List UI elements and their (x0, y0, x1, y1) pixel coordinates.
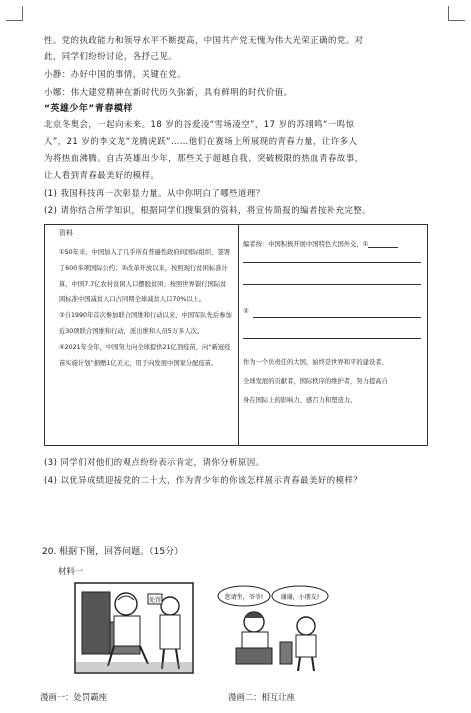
page-corner-mark-right (448, 6, 465, 21)
material-1-label: 材料一 (58, 566, 84, 576)
cartoon-2-bubble-right: 谢谢，小朋友! (280, 594, 320, 601)
page-corner-mark-left (6, 6, 23, 21)
cartoon-2-caption: 漫画二：相互让座 (228, 692, 295, 702)
closing-line: 身在国际上的影响力、感召力和塑造力。 (243, 397, 357, 404)
question-4: (4) 以优异成绩迎接党的二十大，作为青少年的你该怎样展示青春最美好的模样？ (44, 475, 363, 485)
material-column (45, 225, 239, 446)
text-line: 此，同学们纷纷讨论，各抒己见。 (44, 51, 178, 61)
answer-line[interactable] (243, 338, 421, 339)
text-line: 让人看到青春最美好的模样。 (44, 170, 160, 180)
text-line: 人”，21 岁的李文龙“龙腾虎跃”……他们在赛场上所展现的青春力量，让许多人 (44, 136, 358, 146)
closing-line: 作为一个负责任的大国，始终是世界和平的建设者、 (243, 359, 388, 366)
text-line: 北京冬奥会，一起向未来。18 岁的谷爱凌“雪场凌空”，17 岁的苏翊鸣“一鸣惊 (44, 119, 355, 129)
cartoon-1-image (74, 582, 194, 674)
text-line: 为将热血沸腾。自古英雄出少年，那些关于超越自我、突破极限的热血青春故事， (44, 153, 364, 163)
text-line: 小静：办好中国的事情，关键在党。 (44, 69, 186, 79)
material-paragraph: ①50年来，中国加入了几乎所有普遍性政府间国际组织，签署了600多项国际公约；②改革开放以来，按照现行贫困标准计算，中国7.7亿农村贫困人口摆脱贫困；按照世界银行国际贫困标准中国减贫人口占同期全球减贫人口70%以上。 (59, 249, 231, 304)
closing-line: 全球发展的贡献者，国际秩序的维护者，努力提高自 (243, 378, 388, 385)
answer-line[interactable] (243, 262, 421, 263)
question-2: (2) 请你结合所学知识，根据同学们搜集到的资料，将宣传简报的编者按补充完整。 (44, 205, 372, 215)
cartoon-1-sign: 处罚 (148, 597, 162, 604)
material-paragraph: ③自1990年首次参加联合国维和行动以来，中国军队先后参加近30项联合国维和行动，派出维和人员5万多人次。 (59, 312, 232, 335)
cartoon-2-image (214, 582, 332, 674)
text-line: 性。党的执政能力和领导水平不断提高，中国共产党无愧为伟大光荣正确的党。对 (44, 35, 364, 45)
material-header: 资料 (59, 229, 73, 237)
editor-note-text: 编者按：中国积极开展中国特色大国外交，① (243, 241, 369, 248)
answer-line[interactable] (243, 284, 421, 285)
answer-line[interactable] (253, 317, 421, 318)
question-20-title: 20. 根据下图，回答问题。（15分） (42, 547, 184, 557)
section-title: “英雄少年”青春模样 (44, 104, 133, 114)
cartoon-1-caption: 漫画一：处罚霸座 (40, 692, 107, 702)
cartoon-2-bubble-left: 您请坐，爷爷! (224, 594, 264, 601)
blank-marker-2: ② (243, 308, 249, 315)
question-3: (3) 同学们对他们的观点纷纷表示肯定，请你分析原因。 (44, 457, 265, 467)
material-table (44, 224, 428, 446)
material-paragraph: ④2021年全年，中国努力向全球提供21亿剂疫苗，向“新冠疫苗实施计划”捐赠1亿美元，用于向发展中国家分配疫苗。 (59, 343, 231, 367)
answer-blank[interactable] (368, 240, 398, 248)
editor-note-column (239, 225, 428, 446)
text-line: 小娜：伟大建党精神在新时代历久弥新，具有鲜明的时代价值。 (44, 87, 293, 97)
question-1: (1) 我国科技再一次彰显力量。从中你明白了哪些道理？ (44, 188, 265, 198)
